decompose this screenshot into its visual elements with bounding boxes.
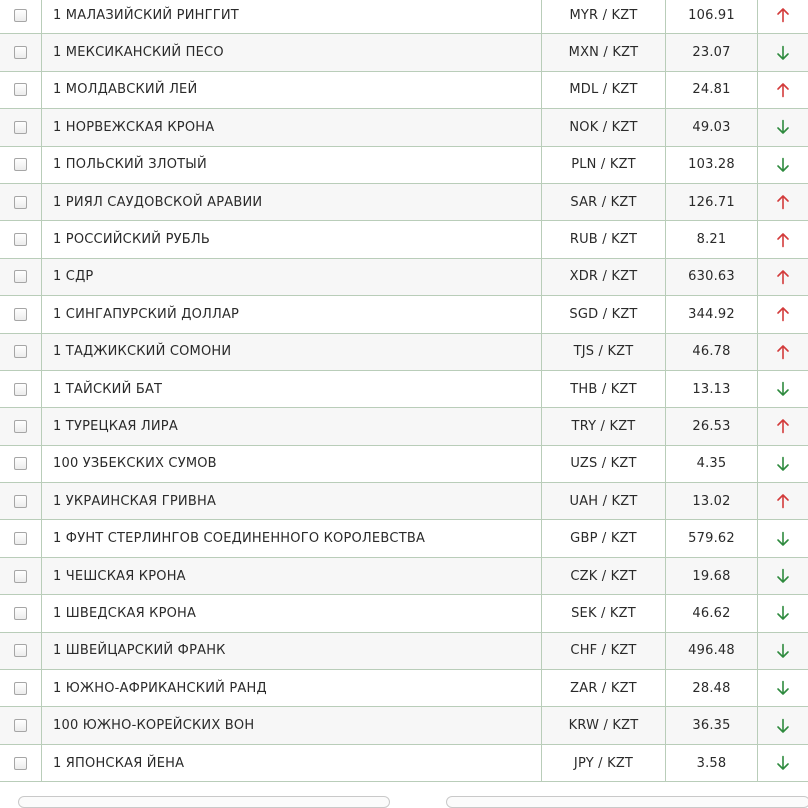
currency-name: 1 ФУНТ СТЕРЛИНГОВ СОЕДИНЕННОГО КОРОЛЕВСТВА	[41, 520, 541, 556]
table-row	[0, 446, 808, 483]
row-checkbox[interactable]	[14, 383, 27, 396]
row-select-cell	[0, 707, 41, 743]
arrow-up-icon	[776, 269, 790, 285]
trend-cell	[757, 707, 808, 743]
rate-value: 8.21	[665, 221, 757, 257]
currency-pair: GBP / KZT	[541, 520, 665, 556]
row-select-cell	[0, 34, 41, 70]
trend-cell	[757, 221, 808, 257]
table-row	[0, 259, 808, 296]
row-select-cell	[0, 558, 41, 594]
trend-cell	[757, 446, 808, 482]
arrow-down-icon	[776, 605, 790, 621]
trend-cell	[757, 520, 808, 556]
currency-pair: XDR / KZT	[541, 259, 665, 295]
currency-name: 1 ШВЕЙЦАРСКИЙ ФРАНК	[41, 633, 541, 669]
trend-cell	[757, 670, 808, 706]
arrow-up-icon	[776, 418, 790, 434]
currency-pair: KRW / KZT	[541, 707, 665, 743]
arrow-down-icon	[776, 456, 790, 472]
currency-pair: SAR / KZT	[541, 184, 665, 220]
trend-cell	[757, 558, 808, 594]
trend-cell	[757, 0, 808, 33]
rate-value: 13.13	[665, 371, 757, 407]
table-row	[0, 34, 808, 71]
rate-value: 46.62	[665, 595, 757, 631]
currency-pair: MXN / KZT	[541, 34, 665, 70]
row-select-cell	[0, 371, 41, 407]
currency-name: 1 ТАДЖИКСКИЙ СОМОНИ	[41, 334, 541, 370]
trend-cell	[757, 334, 808, 370]
row-checkbox[interactable]	[14, 420, 27, 433]
table-row	[0, 221, 808, 258]
arrow-down-icon	[776, 568, 790, 584]
rate-value: 3.58	[665, 745, 757, 781]
trend-cell	[757, 483, 808, 519]
arrow-down-icon	[776, 755, 790, 771]
row-select-cell	[0, 670, 41, 706]
table-row	[0, 483, 808, 520]
currency-name: 1 МОЛДАВСКИЙ ЛЕЙ	[41, 72, 541, 108]
table-row	[0, 670, 808, 707]
currency-name: 1 РОССИЙСКИЙ РУБЛЬ	[41, 221, 541, 257]
row-checkbox[interactable]	[14, 308, 27, 321]
rate-value: 344.92	[665, 296, 757, 332]
rate-value: 19.68	[665, 558, 757, 594]
row-select-cell	[0, 296, 41, 332]
arrow-up-icon	[776, 7, 790, 23]
row-checkbox[interactable]	[14, 270, 27, 283]
row-checkbox[interactable]	[14, 607, 27, 620]
row-checkbox[interactable]	[14, 83, 27, 96]
table-row	[0, 745, 808, 782]
trend-cell	[757, 745, 808, 781]
row-checkbox[interactable]	[14, 532, 27, 545]
trend-cell	[757, 34, 808, 70]
currency-name: 1 ТУРЕЦКАЯ ЛИРА	[41, 408, 541, 444]
currency-pair: SGD / KZT	[541, 296, 665, 332]
arrow-down-icon	[776, 381, 790, 397]
arrow-up-icon	[776, 82, 790, 98]
table-row	[0, 296, 808, 333]
currency-name: 1 ТАЙСКИЙ БАТ	[41, 371, 541, 407]
currency-pair: UAH / KZT	[541, 483, 665, 519]
arrow-down-icon	[776, 531, 790, 547]
currency-name: 1 СИНГАПУРСКИЙ ДОЛЛАР	[41, 296, 541, 332]
rate-value: 46.78	[665, 334, 757, 370]
trend-cell	[757, 296, 808, 332]
row-checkbox[interactable]	[14, 233, 27, 246]
trend-cell	[757, 72, 808, 108]
row-select-cell	[0, 633, 41, 669]
row-checkbox[interactable]	[14, 757, 27, 770]
arrow-down-icon	[776, 680, 790, 696]
table-row	[0, 595, 808, 632]
rate-value: 28.48	[665, 670, 757, 706]
arrow-down-icon	[776, 718, 790, 734]
arrow-up-icon	[776, 306, 790, 322]
currency-name: 1 НОРВЕЖСКАЯ КРОНА	[41, 109, 541, 145]
currency-name: 1 МАЛАЗИЙСКИЙ РИНГГИТ	[41, 0, 541, 33]
row-checkbox[interactable]	[14, 345, 27, 358]
arrow-down-icon	[776, 643, 790, 659]
row-select-cell	[0, 520, 41, 556]
row-select-cell	[0, 184, 41, 220]
rate-value: 13.02	[665, 483, 757, 519]
table-row	[0, 184, 808, 221]
row-select-cell	[0, 483, 41, 519]
currency-pair: THB / KZT	[541, 371, 665, 407]
rate-value: 496.48	[665, 633, 757, 669]
trend-cell	[757, 408, 808, 444]
rate-value: 103.28	[665, 147, 757, 183]
currency-pair: MDL / KZT	[541, 72, 665, 108]
table-row	[0, 520, 808, 557]
currency-name: 1 СДР	[41, 259, 541, 295]
table-row	[0, 371, 808, 408]
currency-pair: JPY / KZT	[541, 745, 665, 781]
currency-name: 1 ШВЕДСКАЯ КРОНА	[41, 595, 541, 631]
currency-pair: TRY / KZT	[541, 408, 665, 444]
table-row	[0, 109, 808, 146]
row-select-cell	[0, 72, 41, 108]
bottom-control-left[interactable]	[18, 796, 390, 808]
trend-cell	[757, 259, 808, 295]
row-select-cell	[0, 595, 41, 631]
row-checkbox[interactable]	[14, 495, 27, 508]
rate-value: 23.07	[665, 34, 757, 70]
row-checkbox[interactable]	[14, 457, 27, 470]
rate-value: 26.53	[665, 408, 757, 444]
currency-pair: UZS / KZT	[541, 446, 665, 482]
row-checkbox[interactable]	[14, 719, 27, 732]
currency-name: 1 МЕКСИКАНСКИЙ ПЕСО	[41, 34, 541, 70]
rate-value: 49.03	[665, 109, 757, 145]
currency-pair: SEK / KZT	[541, 595, 665, 631]
arrow-up-icon	[776, 344, 790, 360]
trend-cell	[757, 184, 808, 220]
row-select-cell	[0, 221, 41, 257]
table-row	[0, 147, 808, 184]
row-select-cell	[0, 259, 41, 295]
arrow-down-icon	[776, 119, 790, 135]
currency-name: 100 ЮЖНО-КОРЕЙСКИХ ВОН	[41, 707, 541, 743]
row-select-cell	[0, 109, 41, 145]
arrow-down-icon	[776, 45, 790, 61]
row-select-cell	[0, 745, 41, 781]
arrow-down-icon	[776, 157, 790, 173]
row-select-cell	[0, 408, 41, 444]
row-select-cell	[0, 334, 41, 370]
rate-value: 24.81	[665, 72, 757, 108]
rate-value: 630.63	[665, 259, 757, 295]
rate-value: 36.35	[665, 707, 757, 743]
table-row	[0, 558, 808, 595]
row-checkbox[interactable]	[14, 158, 27, 171]
arrow-up-icon	[776, 194, 790, 210]
currency-name: 1 ЮЖНО-АФРИКАНСКИЙ РАНД	[41, 670, 541, 706]
currency-pair: NOK / KZT	[541, 109, 665, 145]
row-checkbox[interactable]	[14, 46, 27, 59]
table-row	[0, 0, 808, 34]
row-checkbox[interactable]	[14, 644, 27, 657]
row-select-cell	[0, 446, 41, 482]
rate-value: 106.91	[665, 0, 757, 33]
table-row	[0, 72, 808, 109]
rate-value: 579.62	[665, 520, 757, 556]
trend-cell	[757, 371, 808, 407]
trend-cell	[757, 109, 808, 145]
table-row	[0, 408, 808, 445]
trend-cell	[757, 147, 808, 183]
currency-name: 1 РИЯЛ САУДОВСКОЙ АРАВИИ	[41, 184, 541, 220]
currency-pair: MYR / KZT	[541, 0, 665, 33]
currency-pair: ZAR / KZT	[541, 670, 665, 706]
arrow-up-icon	[776, 493, 790, 509]
currency-name: 1 УКРАИНСКАЯ ГРИВНА	[41, 483, 541, 519]
currency-pair: CHF / KZT	[541, 633, 665, 669]
currency-name: 100 УЗБЕКСКИХ СУМОВ	[41, 446, 541, 482]
currency-pair: PLN / KZT	[541, 147, 665, 183]
bottom-control-right[interactable]	[446, 796, 808, 808]
currency-pair: RUB / KZT	[541, 221, 665, 257]
currency-name: 1 ПОЛЬСКИЙ ЗЛОТЫЙ	[41, 147, 541, 183]
table-row	[0, 707, 808, 744]
table-row	[0, 633, 808, 670]
row-checkbox[interactable]	[14, 570, 27, 583]
trend-cell	[757, 633, 808, 669]
currency-name: 1 ЯПОНСКАЯ ЙЕНА	[41, 745, 541, 781]
currency-pair: TJS / KZT	[541, 334, 665, 370]
rate-value: 126.71	[665, 184, 757, 220]
currency-name: 1 ЧЕШСКАЯ КРОНА	[41, 558, 541, 594]
currency-pair: CZK / KZT	[541, 558, 665, 594]
arrow-up-icon	[776, 232, 790, 248]
row-checkbox[interactable]	[14, 121, 27, 134]
row-checkbox[interactable]	[14, 196, 27, 209]
row-checkbox[interactable]	[14, 9, 27, 22]
rate-value: 4.35	[665, 446, 757, 482]
trend-cell	[757, 595, 808, 631]
row-select-cell	[0, 147, 41, 183]
row-select-cell	[0, 0, 41, 33]
row-checkbox[interactable]	[14, 682, 27, 695]
table-row	[0, 334, 808, 371]
